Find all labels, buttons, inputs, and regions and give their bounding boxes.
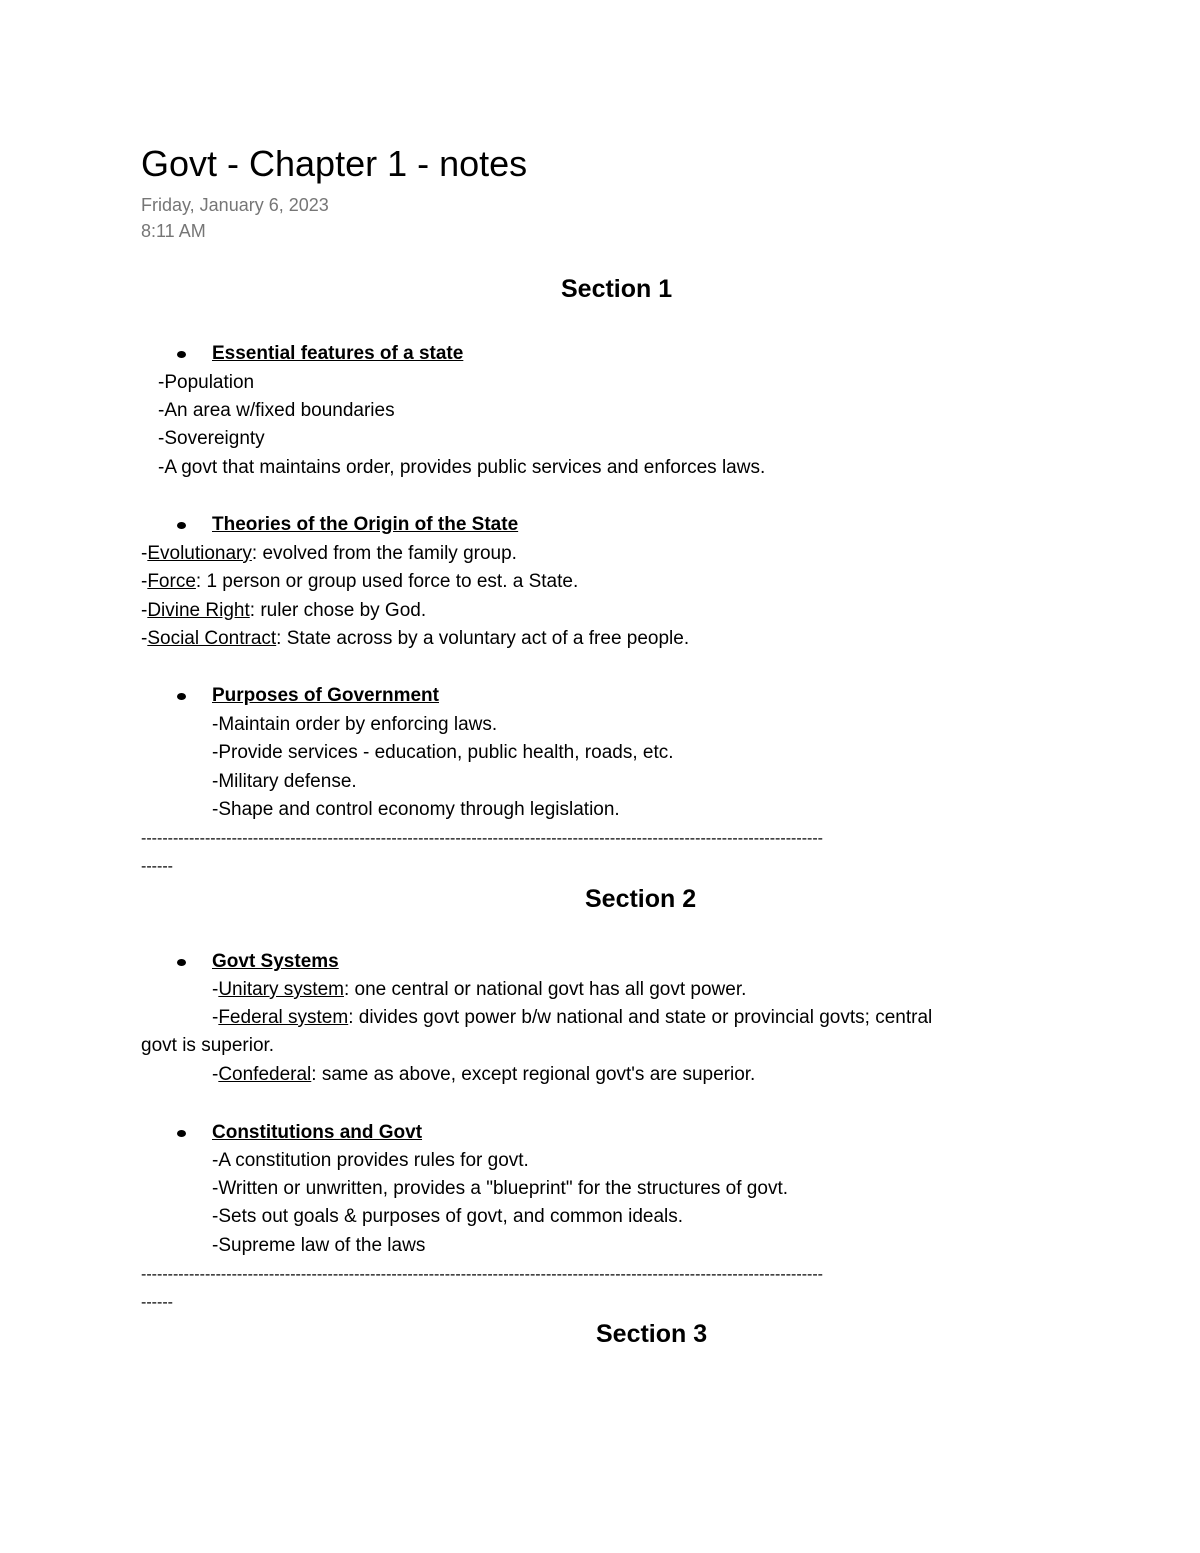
list-item: -Military defense. bbox=[212, 771, 357, 792]
theories-heading: Theories of the Origin of the State bbox=[212, 514, 519, 535]
divider-line: -------------------------------------------------------------------------------------------------------------------------------- bbox=[141, 830, 823, 847]
divider-line: -------------------------------------------------------------------------------------------------------------------------------- bbox=[141, 1266, 823, 1283]
constitutions-heading: Constitutions and Govt bbox=[212, 1122, 423, 1143]
list-item: -Provide services - education, public health, roads, etc. bbox=[212, 742, 674, 763]
list-item: -Unitary system: one central or national govt has all govt power. bbox=[212, 979, 747, 1000]
section-2-heading: Section 2 bbox=[585, 885, 697, 913]
list-item: -Confederal: same as above, except regional govt's are superior. bbox=[212, 1064, 756, 1085]
list-item: -Evolutionary: evolved from the family group. bbox=[141, 543, 517, 564]
list-item: -An area w/fixed boundaries bbox=[158, 400, 395, 421]
list-item: -Federal system: divides govt power b/w national and state or provincial govts; central bbox=[212, 1007, 933, 1028]
bullet-icon bbox=[177, 959, 186, 966]
list-item: -Social Contract: State across by a voluntary act of a free people. bbox=[141, 628, 690, 649]
bullet-icon bbox=[177, 693, 186, 700]
note-date: Friday, January 6, 2023 bbox=[141, 195, 329, 215]
list-item: -Sets out goals & purposes of govt, and common ideals. bbox=[212, 1206, 684, 1227]
note-time: 8:11 AM bbox=[141, 221, 206, 241]
list-item: -Force: 1 person or group used force to est. a State. bbox=[141, 571, 579, 592]
list-item: -Divine Right: ruler chose by God. bbox=[141, 600, 427, 621]
list-item: -Shape and control economy through legislation. bbox=[212, 799, 620, 820]
bullet-icon bbox=[177, 1130, 186, 1137]
list-item: -Supreme law of the laws bbox=[212, 1235, 426, 1256]
bullet-icon bbox=[177, 351, 186, 358]
essential-features-heading: Essential features of a state bbox=[212, 343, 464, 364]
list-item: -Sovereignty bbox=[158, 428, 265, 449]
list-item: -A govt that maintains order, provides public services and enforces laws. bbox=[158, 457, 766, 478]
page-title: Govt - Chapter 1 - notes bbox=[141, 143, 528, 184]
divider-line-tail: ------ bbox=[141, 1294, 173, 1311]
section-3-heading: Section 3 bbox=[596, 1320, 708, 1348]
list-item: -A constitution provides rules for govt. bbox=[212, 1150, 529, 1171]
divider-line-tail: ------ bbox=[141, 858, 173, 875]
govt-systems-heading: Govt Systems bbox=[212, 951, 339, 972]
list-item: -Population bbox=[158, 372, 255, 393]
list-item: -Maintain order by enforcing laws. bbox=[212, 714, 498, 735]
list-item-continuation: govt is superior. bbox=[141, 1035, 275, 1056]
list-item: -Written or unwritten, provides a "blueprint" for the structures of govt. bbox=[212, 1178, 789, 1199]
section-1-heading: Section 1 bbox=[561, 275, 673, 303]
bullet-icon bbox=[177, 522, 186, 529]
purposes-heading: Purposes of Government bbox=[212, 685, 439, 706]
